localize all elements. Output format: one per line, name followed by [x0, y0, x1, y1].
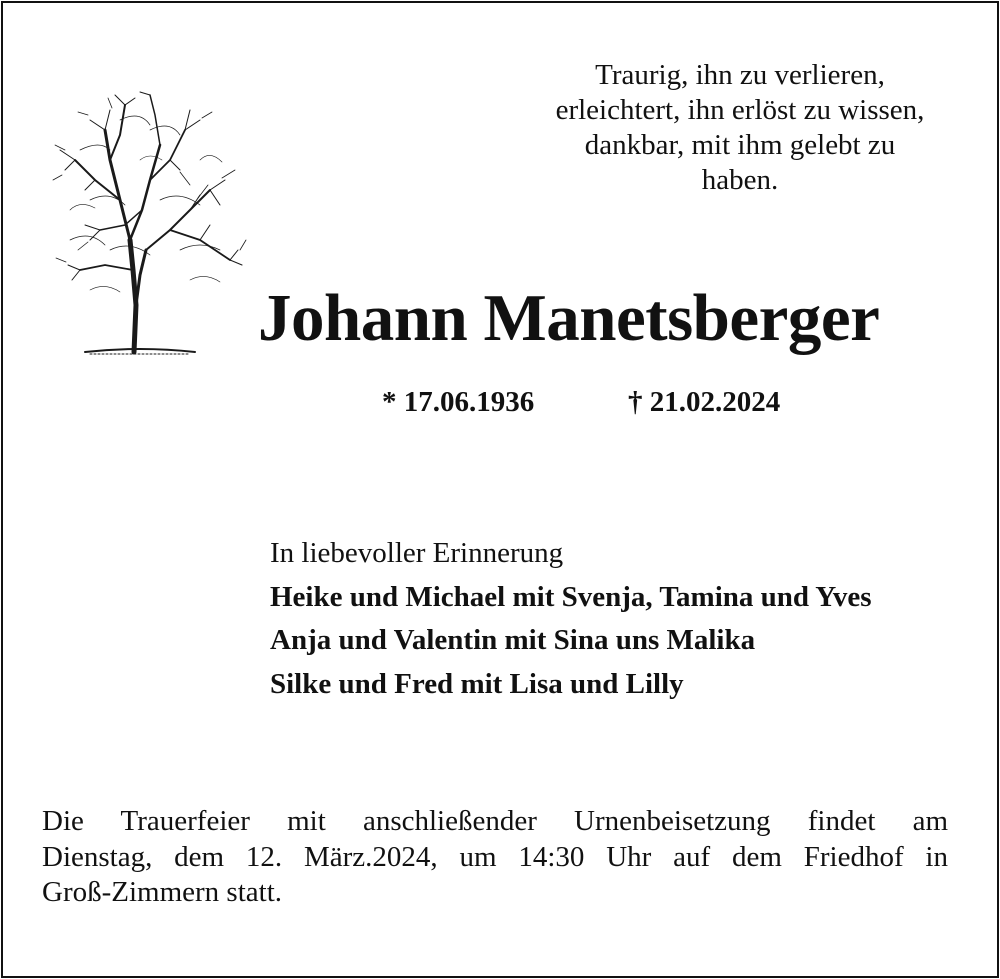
quote-line: haben. [701, 164, 779, 196]
ceremony-line: Die Trauerfeier mit anschließender Urnenbeisetzung findet am [42, 805, 948, 837]
mourner-family: Heike und Michael mit Svenja, Tamina und Yves [270, 580, 872, 613]
birth-date: * 17.06.1936 [382, 386, 535, 418]
quote-line: Traurig, ihn zu verlieren, [595, 59, 885, 91]
mourner-family: Anja und Valentin mit Sina uns Malika [270, 624, 756, 656]
quote-line: erleichtert, ihn erlöst zu wissen, [555, 94, 925, 126]
ceremony-line: Dienstag, dem 12. März.2024, um 14:30 Uhr auf dem Friedhof in [42, 840, 948, 873]
tree-icon [50, 90, 250, 360]
ceremony-line: Groß-Zimmern statt. [42, 876, 283, 908]
ceremony-notice [42, 804, 948, 911]
death-date: † 21.02.2024 [628, 386, 781, 418]
mourners-block [270, 532, 872, 706]
memorial-quote [500, 58, 980, 198]
mourners-intro: In liebevoller Erinnerung [270, 537, 564, 569]
mourner-family: Silke und Fred mit Lisa und Lilly [270, 667, 684, 700]
deceased-name: Johann Manetsberger [258, 281, 880, 355]
quote-line: dankbar, mit ihm gelebt zu [584, 129, 896, 161]
